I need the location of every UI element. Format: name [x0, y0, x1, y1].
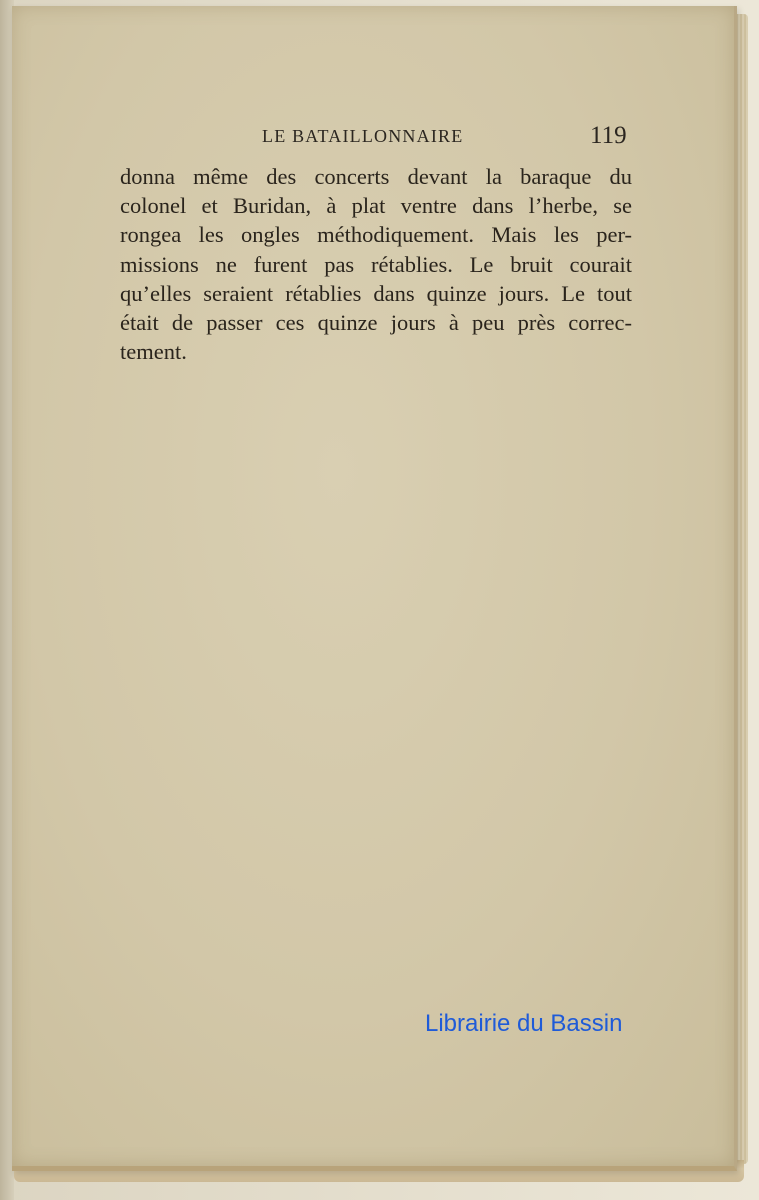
body-paragraph — [120, 162, 632, 366]
text-line: missions ne furent pas rétablies. Le bruit courait — [120, 251, 632, 277]
text-line: donna même des concerts devant la baraque du — [120, 164, 632, 189]
running-head-title: LE BATAILLONNAIRE — [262, 126, 464, 146]
text-line: qu’elles seraient rétablies dans quinze jours. Le tout — [120, 280, 632, 306]
bookseller-watermark: Librairie du Bassin — [425, 1010, 623, 1037]
text-line: tement. — [120, 339, 187, 365]
text-line: était de passer ces quinze jours à peu près correc- — [120, 310, 632, 336]
text-line: colonel et Buridan, à plat ventre dans l’herbe, se — [120, 193, 632, 219]
text-line: rongea les ongles méthodiquement. Mais les per- — [120, 222, 632, 248]
page-number: 119 — [590, 122, 627, 149]
